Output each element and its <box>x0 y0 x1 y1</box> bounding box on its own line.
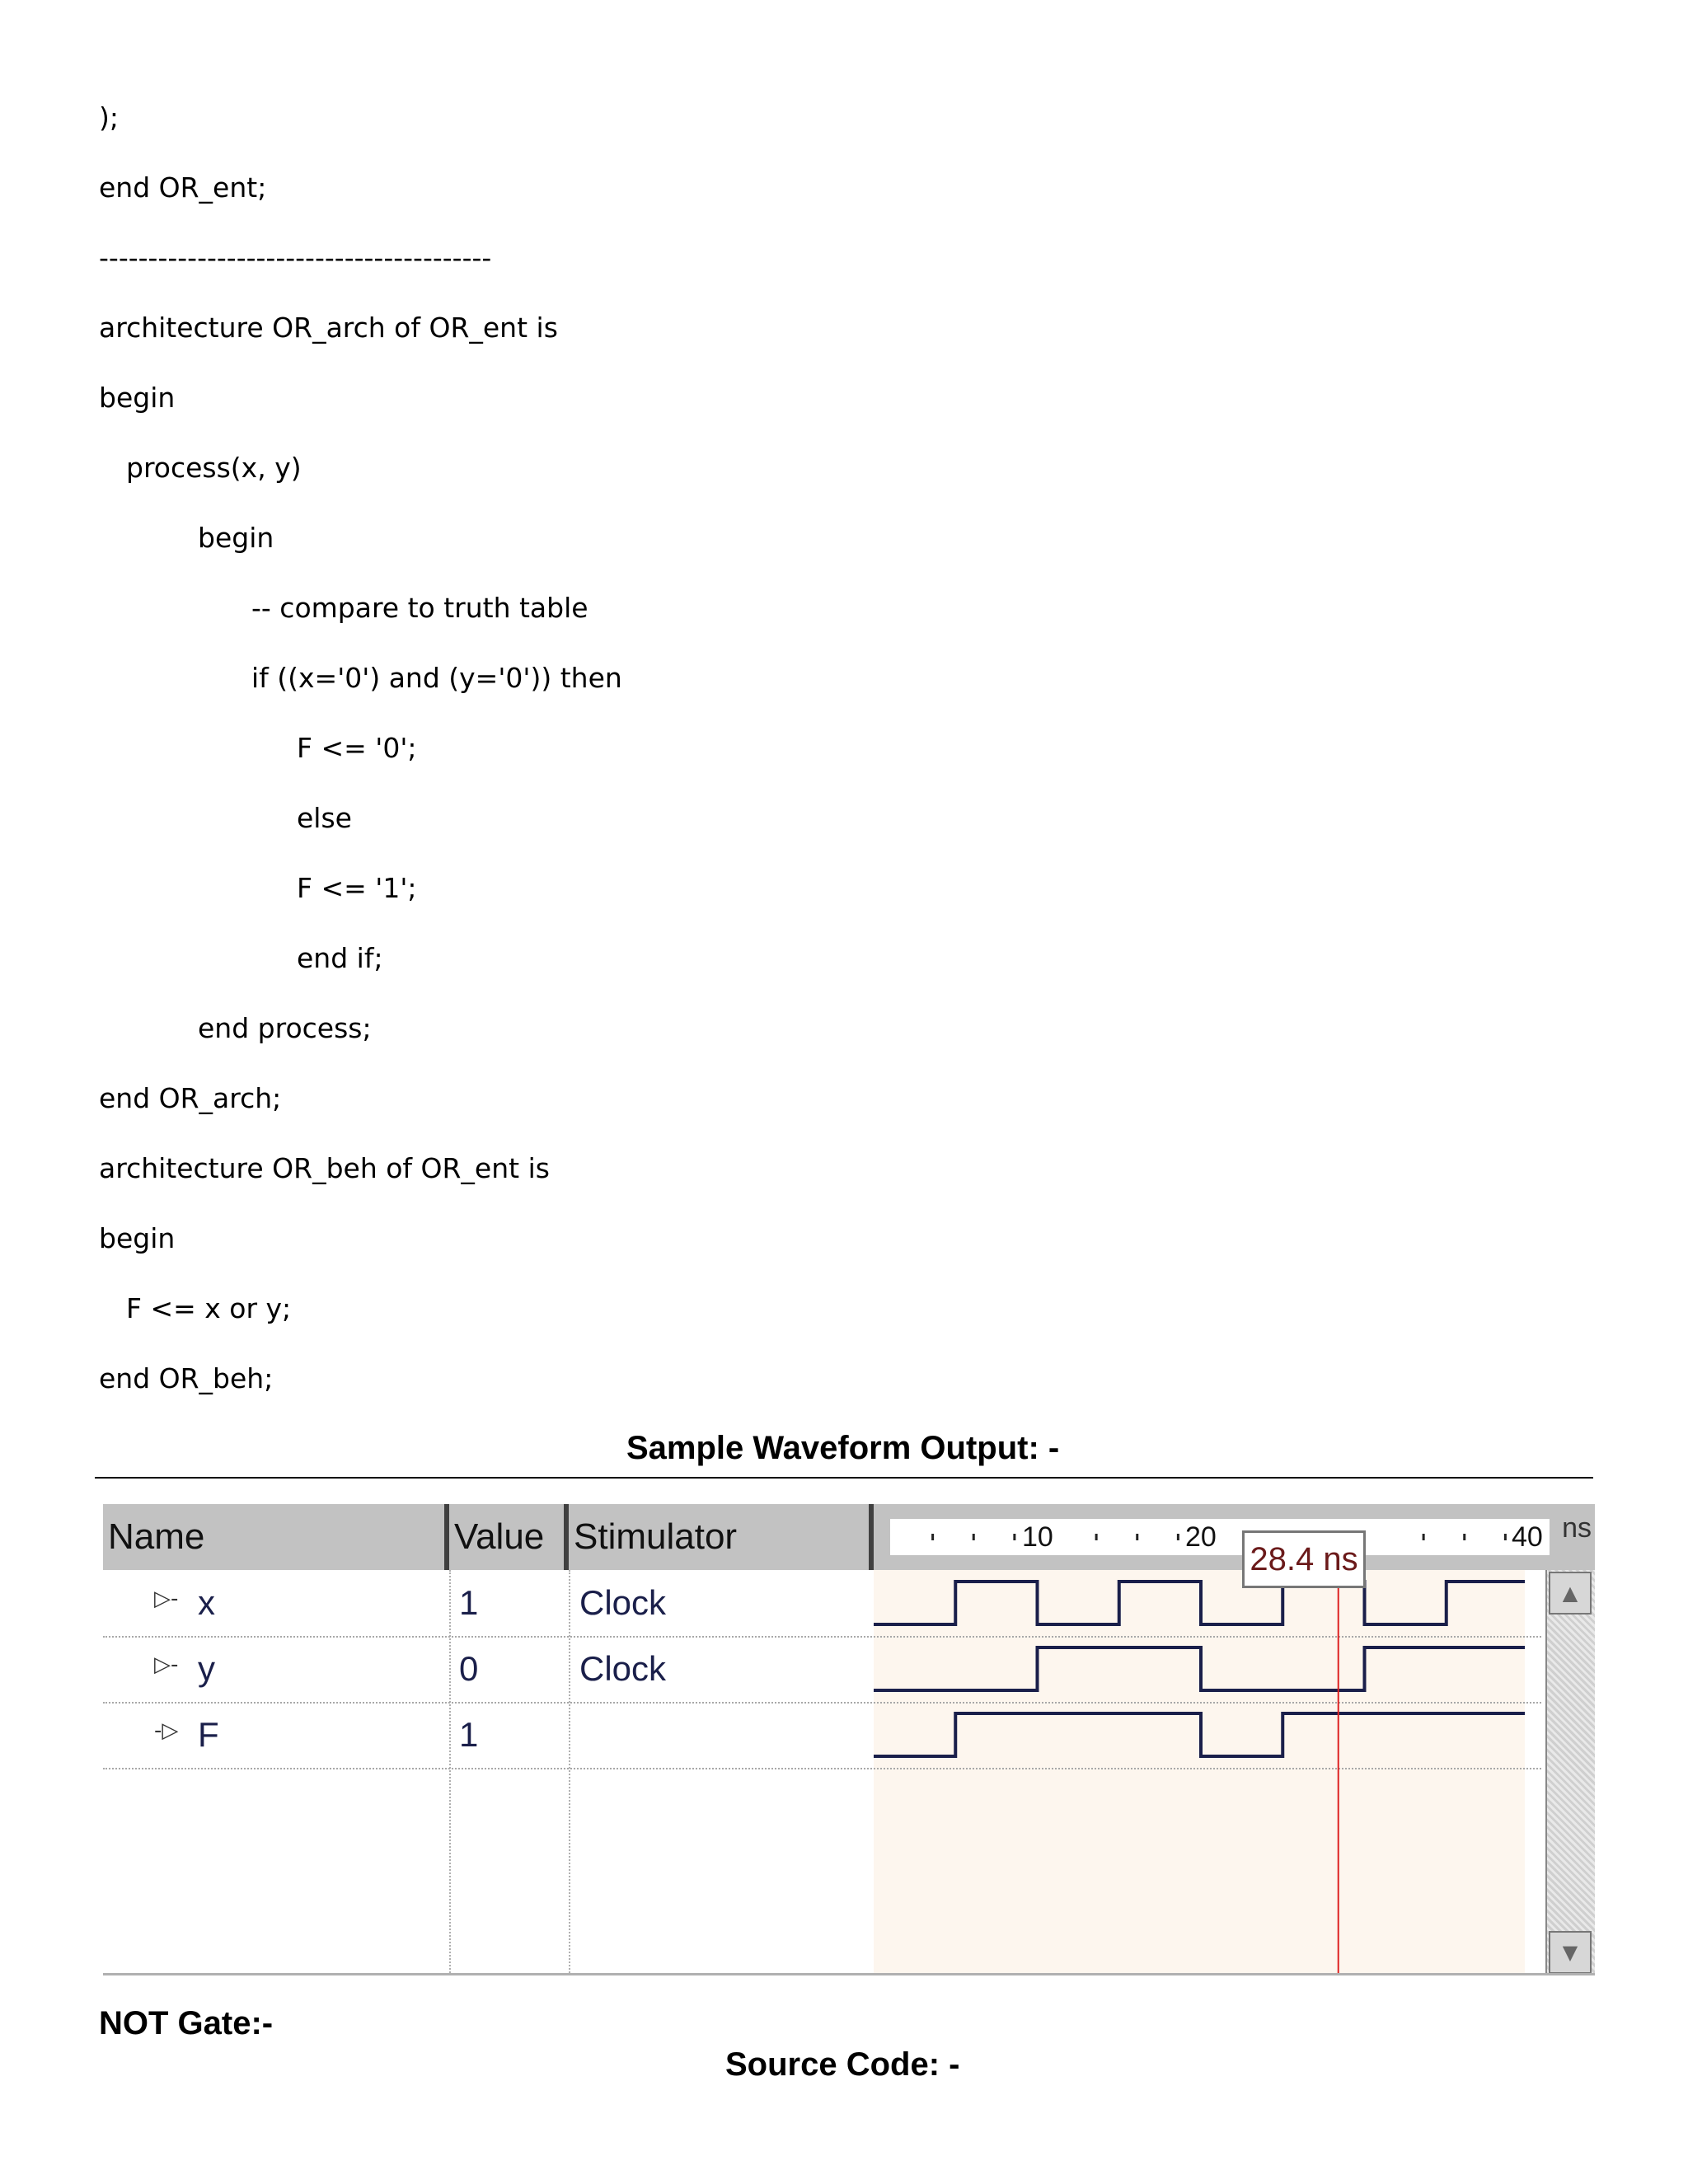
signal-stimulator: Clock <box>579 1649 667 1688</box>
input-port-icon: ▷- <box>154 1586 179 1611</box>
code-line: ); <box>99 101 119 134</box>
ruler-ticks <box>890 1519 1550 1555</box>
time-ruler[interactable] <box>874 1504 1595 1570</box>
code-line: F <= '0'; <box>297 732 417 764</box>
not-gate-heading: NOT Gate:- <box>99 2005 274 2041</box>
waveform-trace-y <box>874 1647 1525 1690</box>
source-code-heading: Source Code: - <box>725 2046 960 2083</box>
ruler-label-10: 10 <box>1022 1521 1053 1553</box>
signal-value: 0 <box>459 1649 479 1688</box>
code-line: end OR_ent; <box>99 171 267 204</box>
code-line: F <= '1'; <box>297 872 417 904</box>
signal-value: 1 <box>459 1583 479 1622</box>
code-line: end process; <box>198 1012 372 1044</box>
heading-divider <box>95 1477 1593 1479</box>
signal-name: y <box>198 1649 215 1688</box>
scroll-down-icon[interactable]: ▼ <box>1549 1931 1592 1974</box>
output-port-icon: -▷ <box>154 1718 179 1743</box>
input-port-icon: ▷- <box>154 1652 179 1677</box>
waveform-viewer <box>103 1504 1595 1975</box>
vertical-scrollbar[interactable] <box>1545 1570 1595 1975</box>
time-unit-label: ns <box>1562 1512 1592 1544</box>
code-line: architecture OR_arch of OR_ent is <box>99 312 558 344</box>
code-line: end OR_beh; <box>99 1362 274 1394</box>
waveform-trace-x <box>874 1582 1525 1624</box>
waveform-heading: Sample Waveform Output: - <box>626 1430 1060 1466</box>
code-line: process(x, y) <box>126 452 302 484</box>
code-line: -- compare to truth table <box>251 592 588 624</box>
column-header-name[interactable]: Name <box>103 1504 449 1570</box>
signal-stimulator: Clock <box>579 1583 667 1622</box>
waveform-trace-F <box>874 1713 1525 1756</box>
ruler-label-20: 20 <box>1185 1521 1217 1553</box>
code-line: architecture OR_beh of OR_ent is <box>99 1152 550 1184</box>
time-cursor-label: 28.4 ns <box>1242 1530 1366 1588</box>
code-line: begin <box>99 1222 176 1254</box>
code-line: begin <box>99 382 176 414</box>
code-line: begin <box>198 522 274 554</box>
waveform-bottom-border <box>103 1973 1595 1975</box>
code-line: else <box>297 802 352 834</box>
waveform-traces <box>874 1570 1525 1975</box>
code-line: if ((x='0') and (y='0')) then <box>251 662 622 694</box>
signal-name: x <box>198 1583 215 1622</box>
code-line: ---------------------------------------- <box>99 241 492 274</box>
code-line: end OR_arch; <box>99 1082 282 1114</box>
column-header-stimulator[interactable]: Stimulator <box>569 1504 874 1570</box>
scroll-up-icon[interactable]: ▲ <box>1549 1572 1592 1615</box>
ruler-scale <box>890 1519 1550 1555</box>
ruler-label-40: 40 <box>1512 1521 1543 1553</box>
code-line: F <= x or y; <box>126 1292 292 1324</box>
signal-name: F <box>198 1715 219 1754</box>
column-header-value[interactable]: Value <box>449 1504 569 1570</box>
signal-value: 1 <box>459 1715 479 1754</box>
code-line: end if; <box>297 942 383 974</box>
